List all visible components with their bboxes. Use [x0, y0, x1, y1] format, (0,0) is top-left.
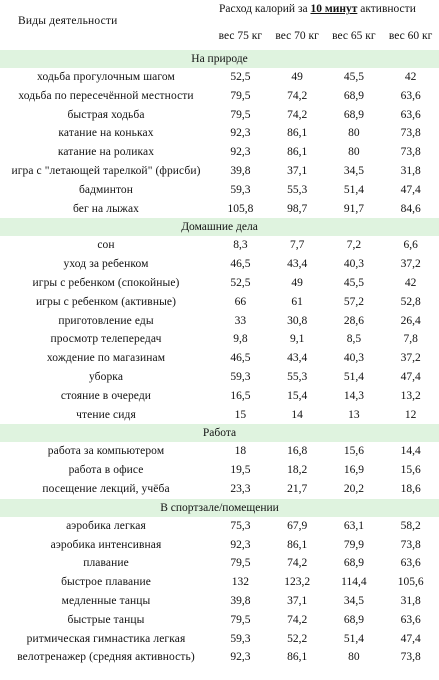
calorie-value: 73,8 [400, 538, 421, 551]
calorie-value: 9,1 [289, 333, 305, 346]
activity-name: быстрая ходьба [67, 108, 145, 121]
activity-name: уборка [88, 370, 124, 383]
activity-name: бег на лыжах [73, 202, 139, 215]
table-row [0, 330, 439, 349]
activity-name: игры с ребенком (активные) [35, 295, 177, 308]
calorie-value: 59,3 [230, 370, 251, 383]
calorie-value: 52,5 [230, 276, 251, 289]
table-row [0, 200, 439, 219]
activity-name: катание на роликах [57, 146, 155, 159]
calorie-value: 37,1 [287, 164, 308, 177]
activity-name: сон [97, 239, 115, 252]
table-row [0, 87, 439, 106]
table-row [0, 255, 439, 274]
calorie-value: 47,4 [400, 370, 421, 383]
calorie-value: 132 [231, 576, 249, 589]
calorie-value: 42 [404, 71, 417, 83]
calorie-value: 59,3 [230, 183, 251, 196]
calorie-value: 6,6 [403, 239, 418, 252]
activity-name: посещение лекций, учёба [42, 482, 170, 495]
calorie-value: 46,5 [230, 352, 251, 365]
calorie-value: 33 [234, 314, 247, 327]
activity-name: ходьба прогулочным шагом [37, 71, 175, 83]
calorie-value: 75,3 [230, 519, 251, 532]
calorie-value: 19,5 [230, 464, 251, 477]
weight-headers [212, 30, 439, 42]
calorie-value: 86,1 [287, 651, 308, 664]
calorie-value: 7,8 [403, 333, 418, 346]
activity-name: велотренажер (средняя активность) [17, 651, 195, 664]
calorie-value: 80 [348, 146, 360, 159]
activity-name: ходьба по пересечённой местности [18, 89, 194, 102]
calorie-value: 15,4 [287, 389, 308, 402]
calorie-value: 43,4 [287, 352, 308, 365]
table-row [0, 517, 439, 536]
calorie-value: 45,5 [343, 71, 364, 83]
calorie-value: 18,6 [400, 482, 421, 495]
activity-name: игры с ребенком (спокойные) [32, 276, 180, 289]
calorie-value: 59,3 [230, 632, 251, 645]
activity-name: аэробика легкая [66, 519, 146, 532]
calorie-value: 55,3 [287, 370, 308, 383]
calorie-value: 37,1 [287, 594, 308, 607]
table-row [0, 461, 439, 480]
calorie-value: 79,5 [230, 557, 251, 570]
calorie-value: 13 [348, 408, 360, 421]
table-row [0, 162, 439, 181]
calorie-value: 52,5 [230, 71, 251, 83]
table-row [0, 274, 439, 293]
section-header: На природе [0, 50, 439, 68]
calorie-value: 28,6 [343, 314, 364, 327]
table-row [0, 68, 439, 87]
calorie-value: 80 [348, 651, 360, 664]
calorie-value: 37,2 [400, 258, 421, 271]
activity-name: медленные танцы [61, 594, 151, 607]
calorie-value: 12 [404, 408, 417, 421]
activity-name: игра с "летающей тарелкой" (фрисби) [11, 164, 201, 177]
calorie-value: 7,2 [346, 239, 362, 252]
calorie-value: 51,4 [343, 632, 364, 645]
activity-name: уход за ребенком [63, 258, 149, 271]
activity-name: просмотр телепередач [50, 333, 162, 346]
calorie-value: 74,2 [287, 108, 308, 121]
calorie-value: 73,8 [400, 146, 421, 159]
calorie-table [0, 50, 439, 667]
table-row [0, 573, 439, 592]
calorie-value: 8,5 [346, 333, 362, 346]
calorie-value: 80 [348, 127, 360, 140]
calorie-value: 47,4 [400, 632, 421, 645]
calorie-value: 15,6 [343, 445, 364, 458]
section-header: В спортзале/помещении [0, 499, 439, 517]
calorie-value: 16,8 [287, 445, 308, 458]
table-row [0, 406, 439, 425]
activity-name: работа в офисе [68, 464, 144, 477]
table-row [0, 630, 439, 649]
calorie-value: 91,7 [343, 202, 364, 215]
calorie-value: 57,2 [343, 295, 364, 308]
calorie-value: 92,3 [230, 538, 251, 551]
calorie-value: 40,3 [343, 258, 364, 271]
calorie-value: 74,2 [287, 557, 308, 570]
table-row [0, 143, 439, 162]
calorie-value: 31,8 [400, 594, 421, 607]
calorie-value: 45,5 [343, 276, 364, 289]
calorie-value: 14,3 [343, 389, 364, 402]
table-row [0, 387, 439, 406]
calorie-value: 68,9 [343, 89, 364, 102]
calorie-value: 14,4 [400, 445, 421, 458]
calorie-value: 73,8 [400, 651, 421, 664]
activity-name: работа за компьютером [47, 445, 165, 458]
calorie-value: 30,8 [287, 314, 308, 327]
calorie-value: 105,6 [397, 576, 424, 589]
calorie-value: 55,3 [287, 183, 308, 196]
table-row [0, 181, 439, 200]
calorie-value: 73,8 [400, 127, 421, 140]
calorie-value: 20,2 [343, 482, 364, 495]
table-row [0, 236, 439, 255]
calorie-value: 92,3 [230, 146, 251, 159]
calorie-value: 14 [291, 408, 303, 421]
calorie-value: 16,9 [343, 464, 364, 477]
table-row [0, 480, 439, 499]
activity-name: аэробика интенсивная [50, 538, 162, 551]
calorie-value: 86,1 [287, 538, 308, 551]
calorie-value: 39,8 [230, 164, 251, 177]
table-header [0, 0, 439, 52]
activity-name: стояние в очереди [60, 389, 152, 402]
title-prefix: Расход калорий за [219, 3, 311, 15]
calorie-value: 63,6 [400, 108, 421, 121]
calorie-value: 23,3 [230, 482, 251, 495]
title-emphasis: 10 минут [310, 3, 358, 15]
calorie-value: 52,2 [287, 632, 308, 645]
calorie-value: 74,2 [287, 89, 308, 102]
calorie-value: 92,3 [230, 127, 251, 140]
calorie-value: 8,3 [233, 239, 248, 252]
calorie-value: 98,7 [287, 202, 308, 215]
calorie-value: 47,4 [400, 183, 421, 196]
weight-header: вес 65 кг [332, 30, 376, 42]
calorie-value: 86,1 [287, 127, 308, 140]
activity-column-header: Виды деятельности [18, 15, 118, 27]
calorie-value: 52,8 [400, 295, 421, 308]
table-row [0, 312, 439, 331]
table-row [0, 442, 439, 461]
calorie-value: 49 [291, 71, 303, 83]
calorie-value: 63,1 [343, 519, 364, 532]
table-row [0, 554, 439, 573]
calorie-value: 16,5 [230, 389, 251, 402]
calorie-value: 63,6 [400, 557, 421, 570]
calorie-value: 114,4 [341, 576, 367, 589]
calorie-value: 79,9 [343, 538, 364, 551]
calorie-value: 68,9 [343, 613, 364, 626]
calorie-value: 92,3 [230, 651, 251, 664]
calorie-value: 39,8 [230, 594, 251, 607]
calorie-value: 105,8 [227, 202, 254, 215]
table-row [0, 592, 439, 611]
calorie-value: 37,2 [400, 352, 421, 365]
calorie-value: 26,4 [400, 314, 421, 327]
calorie-value: 67,9 [287, 519, 308, 532]
calorie-value: 84,6 [400, 202, 421, 215]
calorie-value: 13,2 [400, 389, 421, 402]
table-row [0, 124, 439, 143]
calorie-value: 31,8 [400, 164, 421, 177]
calorie-value: 51,4 [343, 370, 364, 383]
activity-name: бадминтон [78, 183, 134, 196]
calorie-value: 9,8 [233, 333, 248, 346]
calorie-value: 79,5 [230, 613, 251, 626]
activity-name: быстрые танцы [67, 613, 145, 626]
activity-name: хождение по магазинам [46, 352, 166, 365]
calorie-value: 61 [291, 295, 303, 308]
weight-header: вес 75 кг [218, 30, 263, 42]
title-suffix: активности [357, 3, 416, 15]
activity-name: чтение сидя [76, 408, 136, 421]
table-row [0, 368, 439, 387]
calorie-value: 18,2 [287, 464, 308, 477]
calorie-value: 79,5 [230, 108, 251, 121]
weight-header: вес 60 кг [388, 30, 433, 42]
calorie-value: 63,6 [400, 613, 421, 626]
calories-header [219, 3, 416, 15]
activity-name: быстрое плавание [61, 576, 151, 589]
calorie-value: 42 [404, 276, 417, 289]
calorie-value: 18 [234, 445, 247, 458]
calorie-value: 7,7 [289, 239, 305, 252]
table-row [0, 293, 439, 312]
activity-name: приготовление еды [58, 314, 154, 327]
calorie-value: 63,6 [400, 89, 421, 102]
calorie-value: 66 [234, 295, 247, 308]
calorie-value: 49 [291, 276, 303, 289]
weight-header: вес 70 кг [275, 30, 319, 42]
section-header: Работа [0, 424, 439, 442]
calorie-value: 34,5 [343, 594, 364, 607]
calorie-value: 15,6 [400, 464, 421, 477]
section-header: Домашние дела [0, 218, 439, 236]
calorie-value: 34,5 [343, 164, 364, 177]
calorie-value: 86,1 [287, 146, 308, 159]
calorie-value: 46,5 [230, 258, 251, 271]
table-row [0, 611, 439, 630]
table-row [0, 106, 439, 125]
calorie-value: 58,2 [400, 519, 421, 532]
calorie-value: 51,4 [343, 183, 364, 196]
calorie-value: 74,2 [287, 613, 308, 626]
calorie-value: 21,7 [287, 482, 308, 495]
calorie-value: 68,9 [343, 108, 364, 121]
table-row [0, 349, 439, 368]
calorie-value: 123,2 [284, 576, 311, 589]
activity-name: плавание [83, 557, 129, 570]
activity-name: катание на коньках [58, 127, 154, 140]
calorie-value: 68,9 [343, 557, 364, 570]
calorie-value: 15 [234, 408, 247, 421]
table-row [0, 648, 439, 667]
calorie-value: 79,5 [230, 89, 251, 102]
table-row [0, 536, 439, 555]
calorie-value: 40,3 [343, 352, 364, 365]
activity-name: ритмическая гимнастика легкая [26, 632, 186, 645]
calorie-value: 43,4 [287, 258, 308, 271]
